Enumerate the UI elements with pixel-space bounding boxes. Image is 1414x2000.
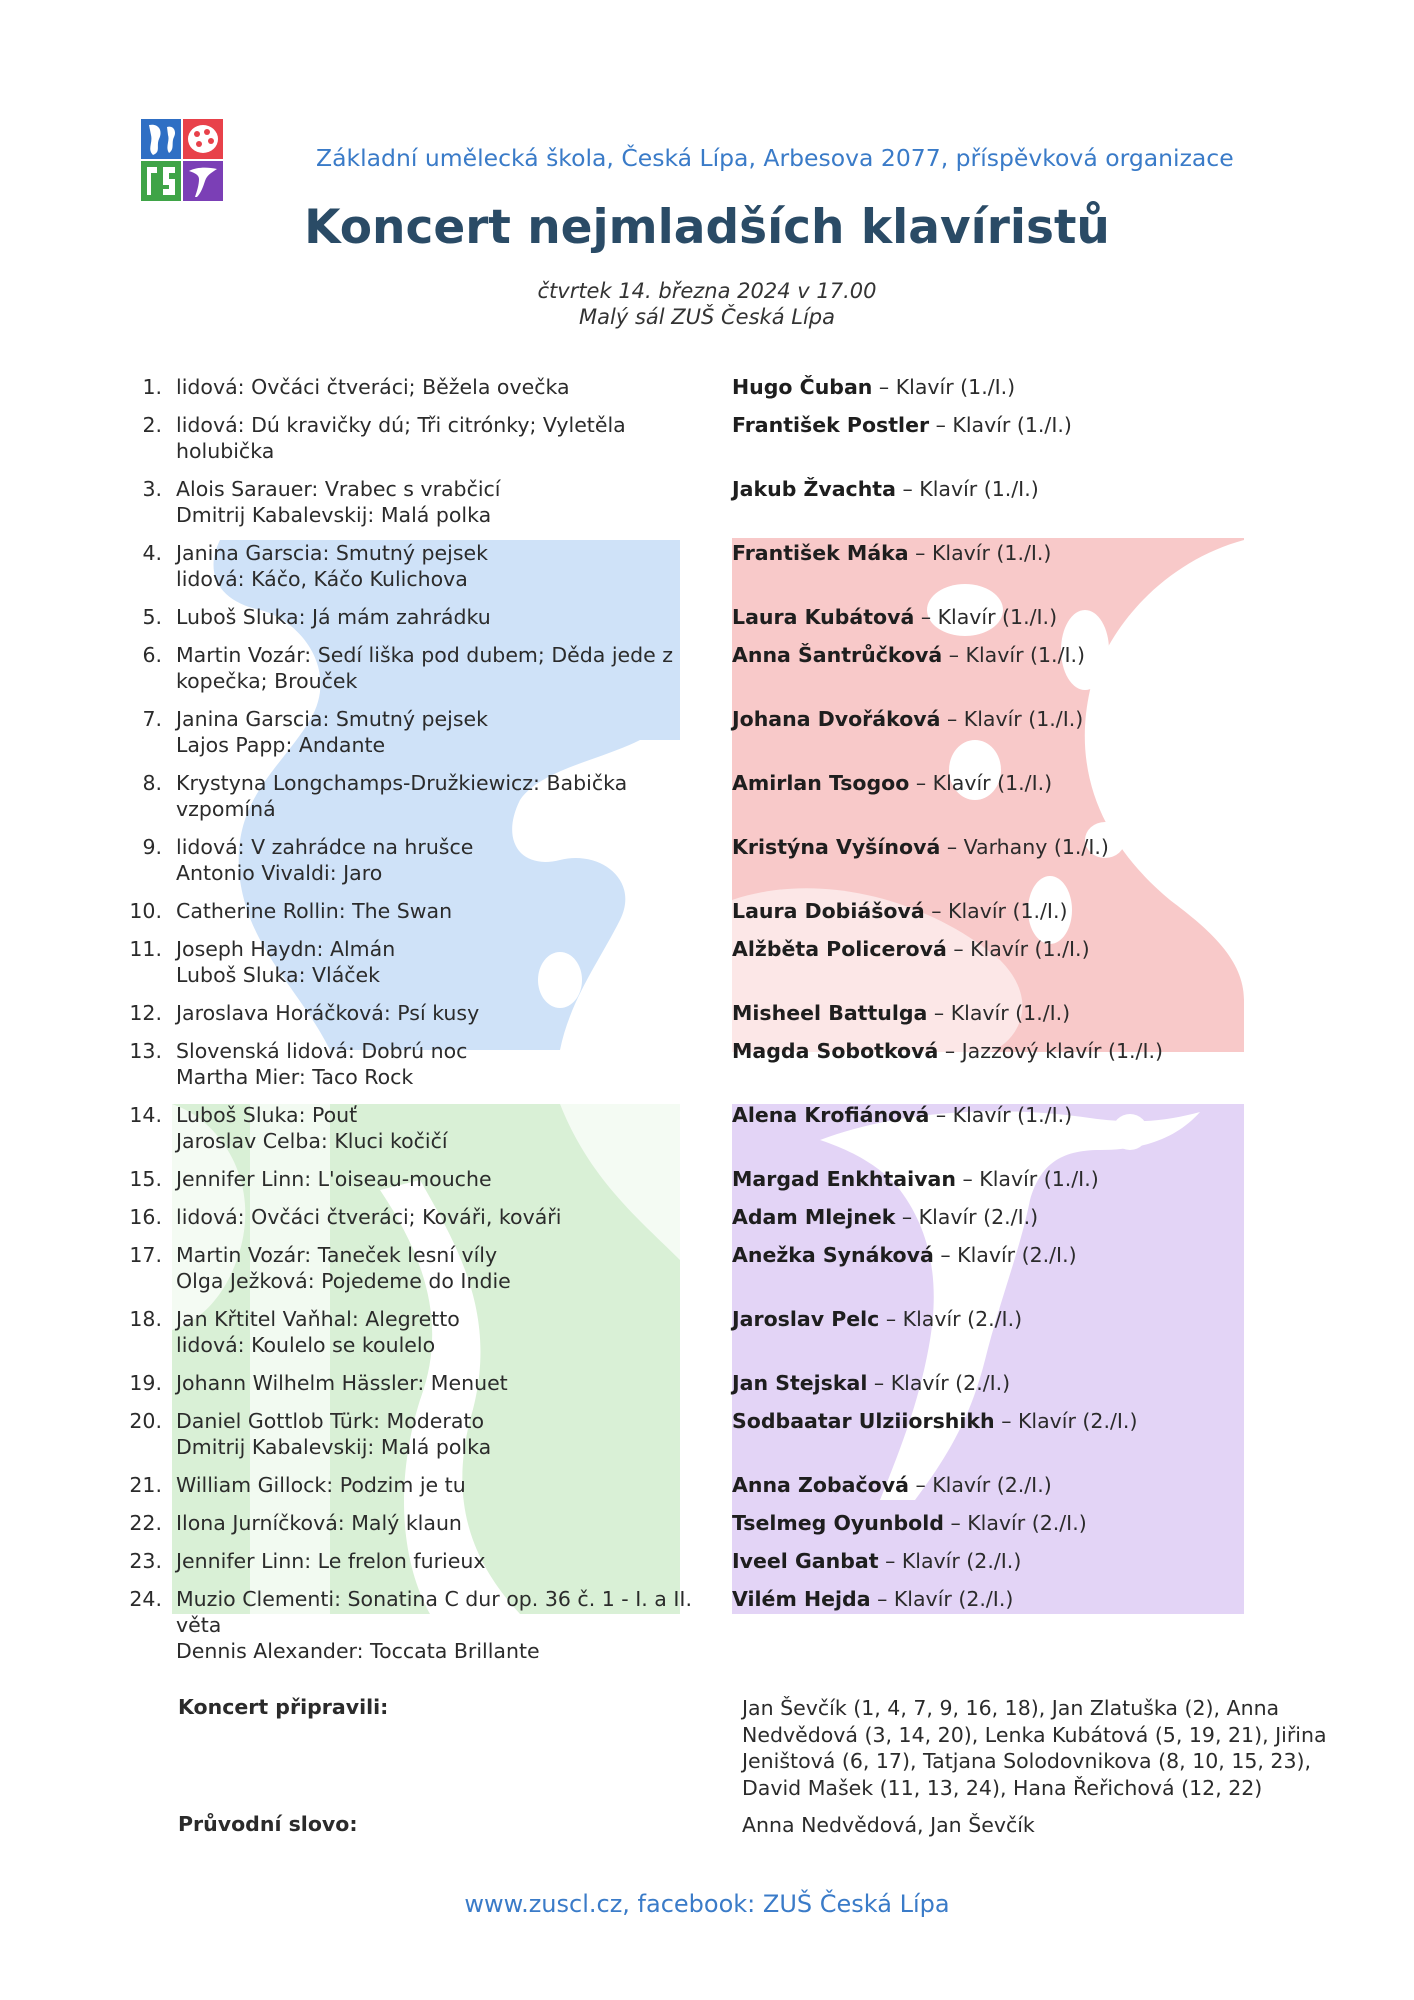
item-pieces [176,1548,696,1574]
item-number: 15. [129,1167,162,1191]
footer-links[interactable]: www.zuscl.cz, facebook: ZUŠ Česká Lípa [464,1890,950,1918]
piece: Dmitrij Kabalevskij: Malá polka [176,1435,492,1459]
piece: Luboš Sluka: Pouť [176,1103,358,1127]
performer-instrument: – Klavír (2./I.) [877,1587,1014,1611]
piece: Jan Křtitel Vaňhal: Alegretto [176,1307,460,1331]
item-number: 23. [129,1549,162,1573]
performer-instrument: – Klavír (1./I.) [878,375,1016,399]
piece: Martin Vozár: Taneček lesní víly [176,1243,498,1267]
piece: Krystyna Longchamps-Družkiewicz: Babička [176,771,628,795]
piece: Jaroslava Horáčková: Psí kusy [176,1001,480,1025]
performer-instrument: – Klavír (1./I.) [947,707,1084,731]
item-number: 7. [142,707,162,731]
item-number: 10. [129,899,162,923]
item-number: 11. [129,937,162,961]
piece: lidová: Káčo, Káčo Kulichova [176,567,468,591]
item-performer [732,1472,1052,1498]
item-performer [732,1000,1070,1026]
performer-name: Laura Kubátová [732,605,915,629]
piece: Luboš Sluka: Já mám zahrádku [176,605,491,629]
performer-instrument: – Klavír (2./I.) [901,1205,1039,1229]
credits-line: Nedvědová (3, 14, 20), Lenka Kubátová (5, 19, 21), Jiřina [742,1722,1327,1747]
piece: Janina Garscia: Smutný pejsek [176,707,489,731]
item-number: 8. [142,771,162,795]
performer-name: Iveel Ganbat [732,1549,879,1573]
item-number: 4. [142,541,162,565]
item-number: 22. [129,1511,162,1535]
item-performer [732,834,1109,860]
item-performer [732,1370,1010,1396]
item-number: 1. [142,375,162,399]
piece: Martha Mier: Taco Rock [176,1065,414,1089]
performer-instrument: – Klavír (1./I.) [953,937,1090,961]
piece: Joseph Haydn: Almán [176,937,396,961]
performer-instrument: – Klavír (2./I.) [950,1511,1087,1535]
item-pieces [176,1038,696,1090]
item-performer [732,706,1083,732]
concert-venue: Malý sál ZUŠ Česká Lípa [579,305,835,329]
item-number: 19. [129,1371,162,1395]
performer-name: František Postler [732,413,930,437]
item-number: 12. [129,1001,162,1025]
performer-name: Johana Dvořáková [732,707,941,731]
credits-line: Jeništová (6, 17), Tatjana Solodovnikova (8, 10, 15, 23), [742,1749,1312,1773]
item-performer [732,1102,1072,1128]
performer-instrument: – Klavír (1./I.) [962,1167,1099,1191]
piece: Olga Ježková: Pojedeme do Indie [176,1269,511,1293]
item-performer [732,540,1051,566]
piece: lidová: Ovčáci čtveráci; Běžela ovečka [176,375,570,399]
item-number: 13. [129,1039,162,1063]
performer-instrument: – Klavír (1./I.) [931,899,1068,923]
item-pieces [176,770,696,822]
concert-date: čtvrtek 14. března 2024 v 17.00 [537,279,877,303]
item-pieces [176,642,696,694]
item-performer [732,412,1072,438]
piece: Jennifer Linn: Le frelon furieux [176,1549,486,1573]
performer-name: Alena Krofiánová [732,1103,930,1127]
item-number: 2. [142,413,162,437]
performer-name: Margad Enkhtaivan [732,1167,956,1191]
performer-name: Tselmeg Oyunbold [732,1511,944,1535]
item-pieces [176,936,696,988]
performer-name: Laura Dobiášová [732,899,925,923]
performer-instrument: – Klavír (1./I.) [935,413,1072,437]
item-number: 18. [129,1307,162,1331]
item-pieces [176,1204,696,1230]
piece: Johann Wilhelm Hässler: Menuet [176,1371,508,1395]
piece: lidová: V zahrádce na hrušce [176,835,474,859]
credits-prepared-label: Koncert připravili: [178,1695,389,1719]
item-performer [732,1038,1163,1064]
item-pieces [176,1166,696,1192]
piece: Luboš Sluka: Vláček [176,963,381,987]
performer-instrument: – Klavír (2./I.) [915,1473,1052,1497]
item-number: 21. [129,1473,162,1497]
item-pieces [176,1408,696,1460]
piece: Dennis Alexander: Toccata Brillante [176,1639,540,1663]
credits-line: David Mašek (11, 13, 24), Hana Řeřichová (12, 22) [742,1775,1263,1800]
item-number: 3. [142,477,162,501]
performer-instrument: – Klavír (2./I.) [940,1243,1077,1267]
school-name: Základní umělecká škola, Česká Lípa, Arbesova 2077, příspěvková organizace [316,144,1234,172]
performer-instrument: – Klavír (2./I.) [1001,1409,1138,1433]
item-pieces [176,1306,696,1358]
piece: věta [176,1613,222,1637]
piece: Martin Vozár: Sedí liška pod dubem; Děda jede z [176,643,674,667]
item-pieces [176,604,696,630]
item-performer [732,898,1068,924]
item-pieces [176,1510,696,1536]
piece: Janina Garscia: Smutný pejsek [176,541,489,565]
item-pieces [176,374,696,400]
item-pieces [176,1000,696,1026]
piece: Muzio Clementi: Sonatina C dur op. 36 č. 1 - I. a II. [176,1587,692,1611]
performer-instrument: – Klavír (2./I.) [885,1549,1022,1573]
item-pieces [176,1586,696,1664]
item-pieces [176,898,696,924]
item-performer [732,1548,1021,1574]
performer-instrument: – Klavír (1./I.) [948,643,1086,667]
item-performer [732,1510,1087,1536]
piece: holubička [176,439,275,463]
performer-instrument: – Klavír (1./I.) [902,477,1039,501]
performer-instrument: – Klavír (2./I.) [885,1307,1023,1331]
item-pieces [176,1472,696,1498]
credits-line: Jan Ševčík (1, 4, 7, 9, 16, 18), Jan Zlatuška (2), Anna [742,1696,1280,1720]
item-performer [732,642,1085,668]
performer-name: František Máka [732,541,909,565]
item-number: 14. [129,1103,162,1127]
item-number: 9. [142,835,162,859]
performer-name: Amirlan Tsogoo [732,771,910,795]
item-pieces [176,1102,696,1154]
item-performer [732,936,1090,962]
performer-name: Hugo Čuban [732,375,873,399]
piece: Alois Sarauer: Vrabec s vrabčicí [176,477,501,501]
item-pieces [176,476,696,528]
piece: lidová: Ovčáci čtveráci; Kováři, kováři [176,1205,562,1229]
piece: vzpomíná [176,797,276,821]
item-pieces [176,540,696,592]
credits-speech-text: Anna Nedvědová, Jan Ševčík [742,1813,1035,1837]
performer-instrument: – Klavír (1./I.) [933,1001,1071,1025]
piece: Slovenská lidová: Dobrú noc [176,1039,468,1063]
performer-instrument: – Klavír (1./I.) [915,771,1053,795]
piece: lidová: Koulelo se koulelo [176,1333,436,1357]
item-number: 5. [142,605,162,629]
performer-instrument: – Klavír (1./I.) [935,1103,1073,1127]
performer-name: Jakub Žvachta [732,477,896,501]
piece: Jaroslav Celba: Kluci kočičí [176,1129,448,1153]
performer-name: Vilém Hejda [732,1587,871,1611]
piece: kopečka; Brouček [176,669,358,693]
performer-instrument: – Klavír (1./I.) [920,605,1058,629]
item-pieces [176,706,696,758]
performer-instrument: – Jazzový klavír (1./I.) [944,1039,1164,1063]
performer-name: Adam Mlejnek [732,1205,896,1229]
item-performer [732,1408,1137,1434]
item-pieces [176,1370,696,1396]
performer-name: Anna Zobačová [732,1473,909,1497]
item-performer [732,374,1015,400]
performer-name: Jan Stejskal [732,1371,868,1395]
item-performer [732,1204,1038,1230]
item-performer [732,1242,1077,1268]
performer-name: Misheel Battulga [732,1001,928,1025]
school-logo [141,119,223,201]
credits-speech-label: Průvodní slovo: [178,1812,358,1836]
item-performer [732,770,1052,796]
item-number: 16. [129,1205,162,1229]
performer-name: Alžběta Policerová [732,937,947,961]
item-number: 6. [142,643,162,667]
piece: Daniel Gottlob Türk: Moderato [176,1409,484,1433]
piece: Ilona Jurníčková: Malý klaun [176,1511,462,1535]
item-number: 24. [129,1587,162,1611]
performer-instrument: – Klavír (1./I.) [915,541,1052,565]
item-number: 20. [129,1409,162,1433]
item-pieces [176,1242,696,1294]
piece: Lajos Papp: Andante [176,733,386,757]
performer-name: Anežka Synáková [732,1243,934,1267]
item-performer [732,1306,1022,1332]
performer-name: Kristýna Vyšínová [732,835,941,859]
performer-name: Jaroslav Pelc [732,1307,880,1331]
piece: Jennifer Linn: L'oiseau-mouche [176,1167,492,1191]
item-pieces [176,412,696,464]
piece: Antonio Vivaldi: Jaro [176,861,383,885]
item-performer [732,1166,1099,1192]
performer-name: Sodbaatar Ulziiorshikh [732,1409,995,1433]
performer-name: Anna Šantrůčková [732,643,943,667]
performer-instrument: – Klavír (2./I.) [873,1371,1011,1395]
item-performer [732,604,1057,630]
item-performer [732,476,1039,502]
credits-prepared-text [742,1695,1342,1801]
piece: Dmitrij Kabalevskij: Malá polka [176,503,492,527]
piece: William Gillock: Podzim je tu [176,1473,466,1497]
performer-name: Magda Sobotková [732,1039,939,1063]
item-pieces [176,834,696,886]
item-performer [732,1586,1013,1612]
performer-instrument: – Varhany (1./I.) [946,835,1109,859]
piece: lidová: Dú kravičky dú; Tři citrónky; Vyletěla [176,413,626,437]
item-number: 17. [129,1243,162,1267]
piece: Catherine Rollin: The Swan [176,899,453,923]
concert-title: Koncert nejmladších klavíristů [304,200,1110,255]
